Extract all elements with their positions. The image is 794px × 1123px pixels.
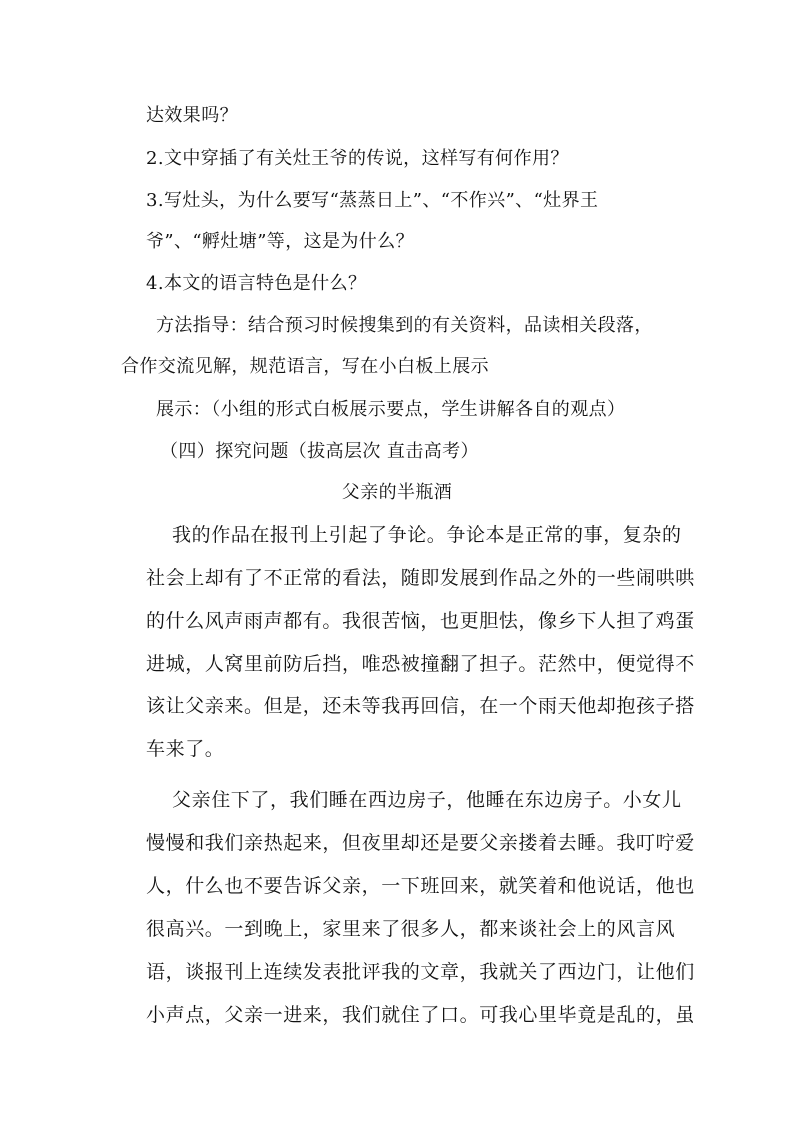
method-guidance-line-1: 方法指导：结合预习时候搜集到的有关资料，品读相关段落， [156,315,653,336]
paragraph-line: 车来了。 [146,738,225,760]
question-2: 2.文中穿插了有关灶王爷的传说，这样写有何作用？ [146,148,569,169]
question-4: 4.本文的语言特色是什么？ [146,273,367,294]
paragraph-line: 小声点，父亲一进来，我们就住了口。可我心里毕竟是乱的，虽 [146,1004,695,1026]
paragraph-line: 父亲住下了，我们睡在西边房子，他睡在东边房子。小女儿 [172,789,682,811]
paragraph-line: 社会上却有了不正常的看法，随即发展到作品之外的一些闹哄哄 [146,567,695,589]
paragraph-line: 该让父亲来。但是，还未等我再回信，在一个雨天他却抱孩子搭 [146,695,695,717]
article-title: 父亲的半瓶酒 [341,482,453,503]
question-1-continued: 达效果吗？ [146,105,238,126]
section-heading: （四）探究问题（拔高层次 直击高考） [160,441,479,462]
question-3-line-1: 3.写灶头，为什么要写“蒸蒸日上”、“不作兴”、“灶界王 [146,190,599,211]
display-instructions: 展示：（小组的形式白板展示要点，学生讲解各自的观点） [156,399,626,420]
paragraph-line: 人，什么也不要告诉父亲，一下班回来，就笑着和他说话，他也 [146,875,695,897]
paragraph-line: 语，谈报刊上连续发表批评我的文章，我就关了西边门，让他们 [146,961,695,983]
question-3-line-2: 爷”、“孵灶塘”等，这是为什么？ [146,231,415,252]
method-guidance-line-2: 合作交流见解，规范语言，写在小白板上展示 [121,356,489,377]
paragraph-line: 的什么风声雨声都有。我很苦恼，也更胆怯，像乡下人担了鸡蛋 [146,610,695,632]
paragraph-line: 很高兴。一到晚上，家里来了很多人，都来谈社会上的风言风 [146,918,676,940]
paragraph-line: 进城，人窝里前防后挡，唯恐被撞翻了担子。茫然中，便觉得不 [146,653,695,675]
paragraph-line: 我的作品在报刊上引起了争论。争论本是正常的事，复杂的 [172,524,682,546]
paragraph-line: 慢慢和我们亲热起来，但夜里却还是要父亲搂着去睡。我叮咛爱 [146,832,695,854]
